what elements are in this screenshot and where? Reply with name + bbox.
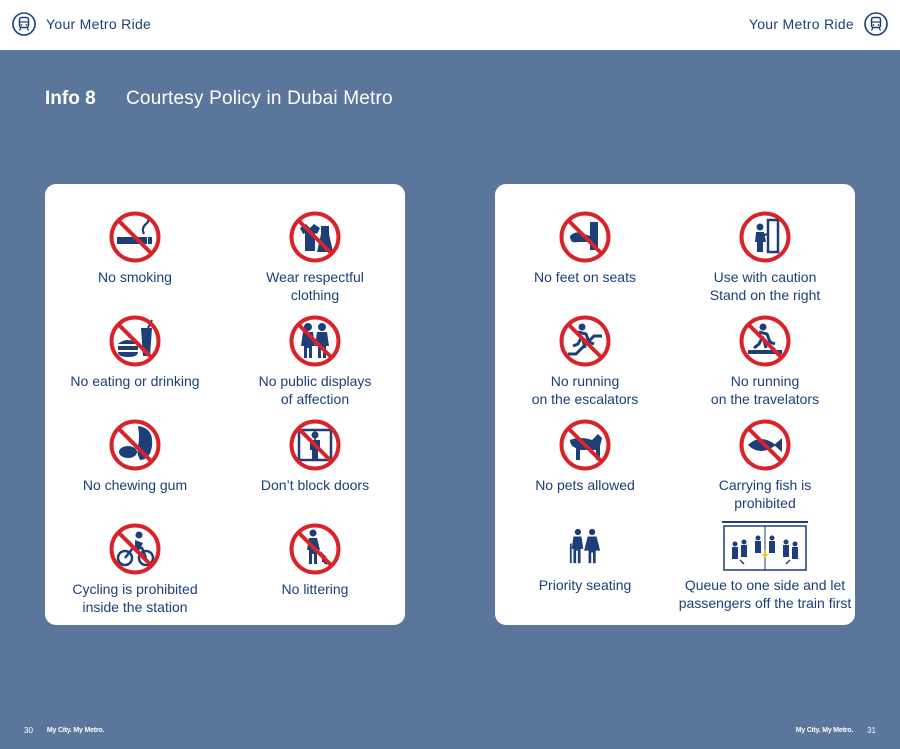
policy-item bbox=[225, 522, 405, 598]
policy-item bbox=[675, 520, 855, 612]
no-littering-icon bbox=[288, 522, 342, 576]
policy-item bbox=[675, 210, 855, 304]
policy-label: Cycling is prohibited inside the station bbox=[72, 581, 198, 615]
policy-item bbox=[495, 314, 675, 408]
page-header bbox=[45, 88, 393, 110]
policy-item bbox=[495, 418, 675, 494]
policy-label: Queue to one side and let passengers off the train first bbox=[678, 577, 852, 611]
no-chewing-gum-icon bbox=[108, 418, 162, 472]
footer-right bbox=[796, 726, 876, 735]
brand-left bbox=[12, 12, 151, 36]
footer-tagline: My City. My Metro. bbox=[46, 727, 105, 734]
no-pets-icon bbox=[558, 418, 612, 472]
priority-seating-icon bbox=[558, 524, 612, 572]
policy-item bbox=[225, 314, 405, 408]
no-smoking-icon bbox=[108, 210, 162, 264]
no-running-travelator-icon bbox=[738, 314, 792, 368]
policy-item bbox=[45, 522, 225, 616]
policy-label: Carrying fish is prohibited bbox=[718, 477, 812, 511]
metro-train-icon bbox=[12, 12, 36, 36]
footer-left bbox=[24, 726, 104, 735]
policy-item bbox=[495, 210, 675, 286]
policy-item bbox=[495, 524, 675, 594]
info-number: Info 8 bbox=[45, 88, 96, 109]
policy-label: No smoking bbox=[98, 269, 172, 285]
policy-label: No public displays of affection bbox=[258, 373, 372, 407]
policy-label: Don’t block doors bbox=[260, 477, 370, 493]
footer-tagline: My City. My Metro. bbox=[795, 727, 854, 734]
policy-item bbox=[45, 418, 225, 494]
escalator-caution-icon bbox=[738, 210, 792, 264]
no-fish-icon bbox=[738, 418, 792, 472]
policy-item bbox=[225, 210, 405, 304]
metro-train-icon bbox=[864, 12, 888, 36]
respectful-clothing-icon bbox=[288, 210, 342, 264]
left-policy-card bbox=[45, 184, 405, 625]
no-affection-icon bbox=[288, 314, 342, 368]
policy-item bbox=[45, 210, 225, 286]
no-feet-on-seats-icon bbox=[558, 210, 612, 264]
policy-label: No running on the escalators bbox=[531, 373, 639, 407]
page-number: 30 bbox=[24, 726, 33, 735]
policy-label: Wear respectful clothing bbox=[266, 269, 364, 303]
brand-right bbox=[749, 12, 888, 36]
policy-label: No running on the travelators bbox=[710, 373, 820, 407]
policy-label: No eating or drinking bbox=[70, 373, 200, 389]
no-eating-drinking-icon bbox=[108, 314, 162, 368]
page-title: Courtesy Policy in Dubai Metro bbox=[126, 88, 393, 109]
brand-left-text: Your Metro Ride bbox=[46, 16, 152, 32]
policy-label: Use with caution Stand on the right bbox=[709, 269, 821, 303]
policy-label: No chewing gum bbox=[82, 477, 188, 493]
policy-label: No pets allowed bbox=[535, 477, 635, 493]
policy-item bbox=[225, 418, 405, 494]
policy-label: No littering bbox=[281, 581, 349, 597]
policy-item bbox=[675, 314, 855, 408]
no-cycling-icon bbox=[108, 522, 162, 576]
top-bar bbox=[0, 0, 900, 50]
policy-label: No feet on seats bbox=[534, 269, 636, 285]
brand-right-text: Your Metro Ride bbox=[748, 16, 854, 32]
queue-side-icon bbox=[720, 520, 810, 572]
policy-item bbox=[45, 314, 225, 390]
page-number: 31 bbox=[867, 726, 876, 735]
no-running-escalator-icon bbox=[558, 314, 612, 368]
policy-label: Priority seating bbox=[538, 577, 632, 593]
policy-item bbox=[675, 418, 855, 512]
no-block-doors-icon bbox=[288, 418, 342, 472]
right-policy-card bbox=[495, 184, 855, 625]
